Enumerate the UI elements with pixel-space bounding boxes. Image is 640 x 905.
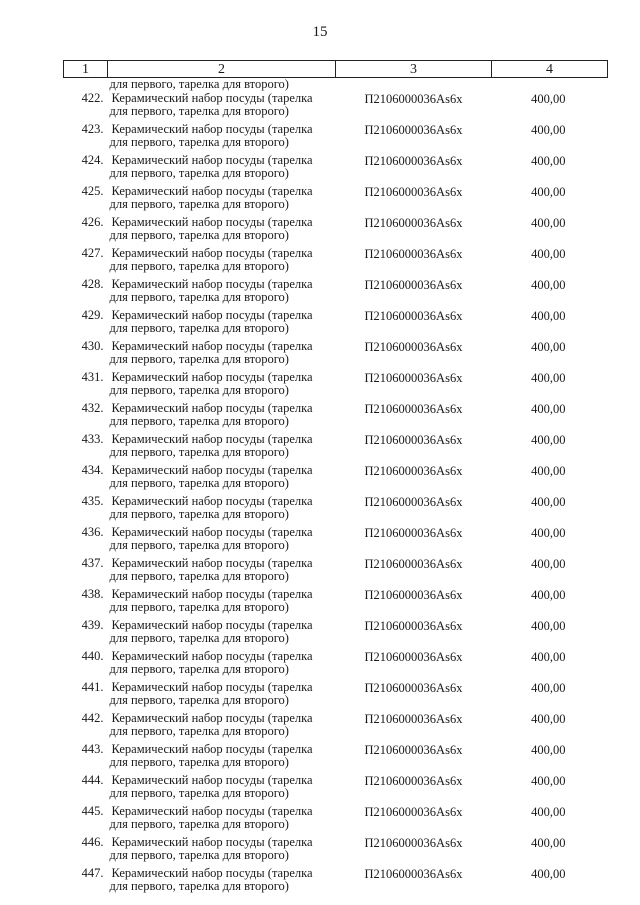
inventory-code: П2106000036Аs6х xyxy=(364,495,463,509)
item-name-line1: Керамический набор посуды (тарелка xyxy=(111,711,313,725)
inventory-code: П2106000036Аs6х xyxy=(364,588,463,602)
table-row xyxy=(64,185,608,216)
inventory-code: П2106000036Аs6х xyxy=(364,526,463,540)
inventory-code: П2106000036Аs6х xyxy=(364,92,463,106)
item-name xyxy=(108,650,336,681)
item-name-line1: Керамический набор посуды (тарелка xyxy=(111,339,313,353)
item-name-line2: для первого, тарелка для второго) xyxy=(109,507,289,521)
row-number: 443. xyxy=(81,742,104,756)
row-number: 428. xyxy=(81,277,104,291)
item-name-line2: для первого, тарелка для второго) xyxy=(109,228,289,242)
item-name-line2: для первого, тарелка для второго) xyxy=(109,755,289,769)
item-name-line2: для первого, тарелка для второго) xyxy=(109,662,289,676)
item-name-line1: Керамический набор посуды (тарелка xyxy=(111,277,313,291)
item-name xyxy=(108,371,336,402)
table-row xyxy=(64,650,608,681)
item-price: 400,00 xyxy=(531,557,566,571)
table-row xyxy=(64,867,608,898)
row-number: 442. xyxy=(81,711,104,725)
item-name-line2: для первого, тарелка для второго) xyxy=(109,352,289,366)
item-name xyxy=(108,154,336,185)
inventory-code: П2106000036Аs6х xyxy=(364,123,463,137)
item-name-line2: для первого, тарелка для второго) xyxy=(109,600,289,614)
item-price: 400,00 xyxy=(531,526,566,540)
inventory-code: П2106000036Аs6х xyxy=(364,619,463,633)
item-price: 400,00 xyxy=(531,185,566,199)
inventory-code: П2106000036Аs6х xyxy=(364,185,463,199)
row-number: 440. xyxy=(81,649,104,663)
item-name-line1: Керамический набор посуды (тарелка xyxy=(111,618,313,632)
item-name-line1: Керамический набор посуды (тарелка xyxy=(111,91,313,105)
item-name xyxy=(108,216,336,247)
item-name-line2: для первого, тарелка для второго) xyxy=(109,631,289,645)
item-price: 400,00 xyxy=(531,495,566,509)
item-name xyxy=(108,433,336,464)
item-name-line2: для первого, тарелка для второго) xyxy=(109,569,289,583)
table-row xyxy=(64,123,608,154)
table-row xyxy=(64,495,608,526)
item-name xyxy=(108,309,336,340)
item-name-line2: для первого, тарелка для второго) xyxy=(109,693,289,707)
item-name xyxy=(108,464,336,495)
table-row xyxy=(64,588,608,619)
item-name-line2: для первого, тарелка для второго) xyxy=(109,290,289,304)
row-number: 429. xyxy=(81,308,104,322)
table-row xyxy=(64,557,608,588)
item-name-line2: для первого, тарелка для второго) xyxy=(109,724,289,738)
item-name-line1: Керамический набор посуды (тарелка xyxy=(111,742,313,756)
item-price: 400,00 xyxy=(531,154,566,168)
continuation-text: для первого, тарелка для второго) xyxy=(109,77,289,91)
item-name xyxy=(108,836,336,867)
item-name xyxy=(108,123,336,154)
inventory-code: П2106000036Аs6х xyxy=(364,433,463,447)
row-number: 423. xyxy=(81,122,104,136)
inventory-code: П2106000036Аs6х xyxy=(364,309,463,323)
row-number: 426. xyxy=(81,215,104,229)
inventory-code: П2106000036Аs6х xyxy=(364,743,463,757)
item-name-line2: для первого, тарелка для второго) xyxy=(109,104,289,118)
item-name-line1: Керамический набор посуды (тарелка xyxy=(111,649,313,663)
item-name-line1: Керамический набор посуды (тарелка xyxy=(111,215,313,229)
inventory-code: П2106000036Аs6х xyxy=(364,557,463,571)
item-name-line1: Керамический набор посуды (тарелка xyxy=(111,556,313,570)
table-row xyxy=(64,805,608,836)
item-name xyxy=(108,588,336,619)
table-row xyxy=(64,309,608,340)
inventory-code: П2106000036Аs6х xyxy=(364,805,463,819)
row-number: 434. xyxy=(81,463,104,477)
item-price: 400,00 xyxy=(531,774,566,788)
row-number: 431. xyxy=(81,370,104,384)
item-price: 400,00 xyxy=(531,309,566,323)
column-header-1: 1 xyxy=(64,61,108,78)
item-price: 400,00 xyxy=(531,836,566,850)
row-number: 432. xyxy=(81,401,104,415)
item-name xyxy=(108,867,336,898)
table-row xyxy=(64,216,608,247)
item-name xyxy=(108,247,336,278)
item-name-line1: Керамический набор посуды (тарелка xyxy=(111,401,313,415)
item-name xyxy=(108,774,336,805)
item-name-line2: для первого, тарелка для второго) xyxy=(109,135,289,149)
table-row xyxy=(64,433,608,464)
row-number: 424. xyxy=(81,153,104,167)
table-row xyxy=(64,743,608,774)
item-price: 400,00 xyxy=(531,619,566,633)
item-price: 400,00 xyxy=(531,805,566,819)
inventory-code: П2106000036Аs6х xyxy=(364,650,463,664)
row-number: 447. xyxy=(81,866,104,880)
item-name-line2: для первого, тарелка для второго) xyxy=(109,166,289,180)
item-price: 400,00 xyxy=(531,340,566,354)
column-header-4: 4 xyxy=(492,61,608,78)
item-name xyxy=(108,712,336,743)
item-name-line2: для первого, тарелка для второго) xyxy=(109,197,289,211)
row-number: 422. xyxy=(81,91,104,105)
item-name-line1: Керамический набор посуды (тарелка xyxy=(111,494,313,508)
item-name-line1: Керамический набор посуды (тарелка xyxy=(111,587,313,601)
row-number: 438. xyxy=(81,587,104,601)
item-name xyxy=(108,557,336,588)
item-name xyxy=(108,185,336,216)
item-price: 400,00 xyxy=(531,867,566,881)
page-number: 15 xyxy=(312,24,328,40)
row-number: 433. xyxy=(81,432,104,446)
row-number: 439. xyxy=(81,618,104,632)
row-number: 430. xyxy=(81,339,104,353)
item-price: 400,00 xyxy=(531,92,566,106)
inventory-code: П2106000036Аs6х xyxy=(364,371,463,385)
item-name-line1: Керамический набор посуды (тарелка xyxy=(111,308,313,322)
item-price: 400,00 xyxy=(531,588,566,602)
table-row xyxy=(64,836,608,867)
inventory-code: П2106000036Аs6х xyxy=(364,216,463,230)
row-number: 435. xyxy=(81,494,104,508)
table-row xyxy=(64,619,608,650)
item-name-line2: для первого, тарелка для второго) xyxy=(109,538,289,552)
row-number: 427. xyxy=(81,246,104,260)
table-row xyxy=(64,464,608,495)
table-row xyxy=(64,340,608,371)
table-row xyxy=(64,154,608,185)
inventory-code: П2106000036Аs6х xyxy=(364,712,463,726)
inventory-code: П2106000036Аs6х xyxy=(364,154,463,168)
item-name-line2: для первого, тарелка для второго) xyxy=(109,879,289,893)
item-price: 400,00 xyxy=(531,216,566,230)
inventory-code: П2106000036Аs6х xyxy=(364,681,463,695)
item-name-line2: для первого, тарелка для второго) xyxy=(109,817,289,831)
row-number: 441. xyxy=(81,680,104,694)
item-price: 400,00 xyxy=(531,650,566,664)
row-number: 444. xyxy=(81,773,104,787)
item-name-line2: для первого, тарелка для второго) xyxy=(109,445,289,459)
item-name xyxy=(108,619,336,650)
item-name-line2: для первого, тарелка для второго) xyxy=(109,414,289,428)
item-name-line2: для первого, тарелка для второго) xyxy=(109,321,289,335)
row-number: 446. xyxy=(81,835,104,849)
item-name-line1: Керамический набор посуды (тарелка xyxy=(111,432,313,446)
inventory-code: П2106000036Аs6х xyxy=(364,867,463,881)
item-name-line1: Керамический набор посуды (тарелка xyxy=(111,773,313,787)
table-row xyxy=(64,712,608,743)
item-price: 400,00 xyxy=(531,464,566,478)
item-name-line1: Керамический набор посуды (тарелка xyxy=(111,866,313,880)
item-price: 400,00 xyxy=(531,743,566,757)
inventory-code: П2106000036Аs6х xyxy=(364,402,463,416)
column-header-2: 2 xyxy=(108,61,336,78)
item-price: 400,00 xyxy=(531,123,566,137)
item-name xyxy=(108,743,336,774)
item-name-line1: Керамический набор посуды (тарелка xyxy=(111,804,313,818)
item-name xyxy=(108,340,336,371)
item-name-line1: Керамический набор посуды (тарелка xyxy=(111,246,313,260)
table-row xyxy=(64,92,608,123)
column-header-3: 3 xyxy=(336,61,492,78)
table-body xyxy=(64,78,608,899)
table-header-row xyxy=(64,61,608,78)
item-name-line2: для первого, тарелка для второго) xyxy=(109,848,289,862)
row-number: 445. xyxy=(81,804,104,818)
item-name-line1: Керамический набор посуды (тарелка xyxy=(111,680,313,694)
item-name xyxy=(108,526,336,557)
item-price: 400,00 xyxy=(531,712,566,726)
item-name xyxy=(108,805,336,836)
table-row xyxy=(64,402,608,433)
item-name-line1: Керамический набор посуды (тарелка xyxy=(111,153,313,167)
table-row xyxy=(64,247,608,278)
inventory-code: П2106000036Аs6х xyxy=(364,836,463,850)
item-name xyxy=(108,402,336,433)
item-price: 400,00 xyxy=(531,433,566,447)
item-name-line2: для первого, тарелка для второго) xyxy=(109,259,289,273)
item-price: 400,00 xyxy=(531,278,566,292)
inventory-code: П2106000036Аs6х xyxy=(364,278,463,292)
inventory-code: П2106000036Аs6х xyxy=(364,247,463,261)
item-name xyxy=(108,495,336,526)
item-name-line1: Керамический набор посуды (тарелка xyxy=(111,463,313,477)
table-row xyxy=(64,526,608,557)
item-name xyxy=(108,92,336,123)
inventory-code: П2106000036Аs6х xyxy=(364,464,463,478)
table-row xyxy=(64,371,608,402)
item-name-line1: Керамический набор посуды (тарелка xyxy=(111,835,313,849)
table-row xyxy=(64,774,608,805)
row-number: 436. xyxy=(81,525,104,539)
item-name-line1: Керамический набор посуды (тарелка xyxy=(111,184,313,198)
item-price: 400,00 xyxy=(531,247,566,261)
inventory-code: П2106000036Аs6х xyxy=(364,774,463,788)
item-price: 400,00 xyxy=(531,371,566,385)
item-name xyxy=(108,278,336,309)
row-number: 425. xyxy=(81,184,104,198)
item-name-line1: Керамический набор посуды (тарелка xyxy=(111,525,313,539)
inventory-table xyxy=(63,60,608,898)
inventory-code: П2106000036Аs6х xyxy=(364,340,463,354)
continuation-row xyxy=(64,78,608,93)
item-name-line1: Керамический набор посуды (тарелка xyxy=(111,122,313,136)
item-price: 400,00 xyxy=(531,402,566,416)
item-name-line2: для первого, тарелка для второго) xyxy=(109,383,289,397)
row-number: 437. xyxy=(81,556,104,570)
table-row xyxy=(64,681,608,712)
item-price: 400,00 xyxy=(531,681,566,695)
item-name-line2: для первого, тарелка для второго) xyxy=(109,476,289,490)
item-name xyxy=(108,681,336,712)
table-row xyxy=(64,278,608,309)
item-name-line1: Керамический набор посуды (тарелка xyxy=(111,370,313,384)
item-name-line2: для первого, тарелка для второго) xyxy=(109,786,289,800)
